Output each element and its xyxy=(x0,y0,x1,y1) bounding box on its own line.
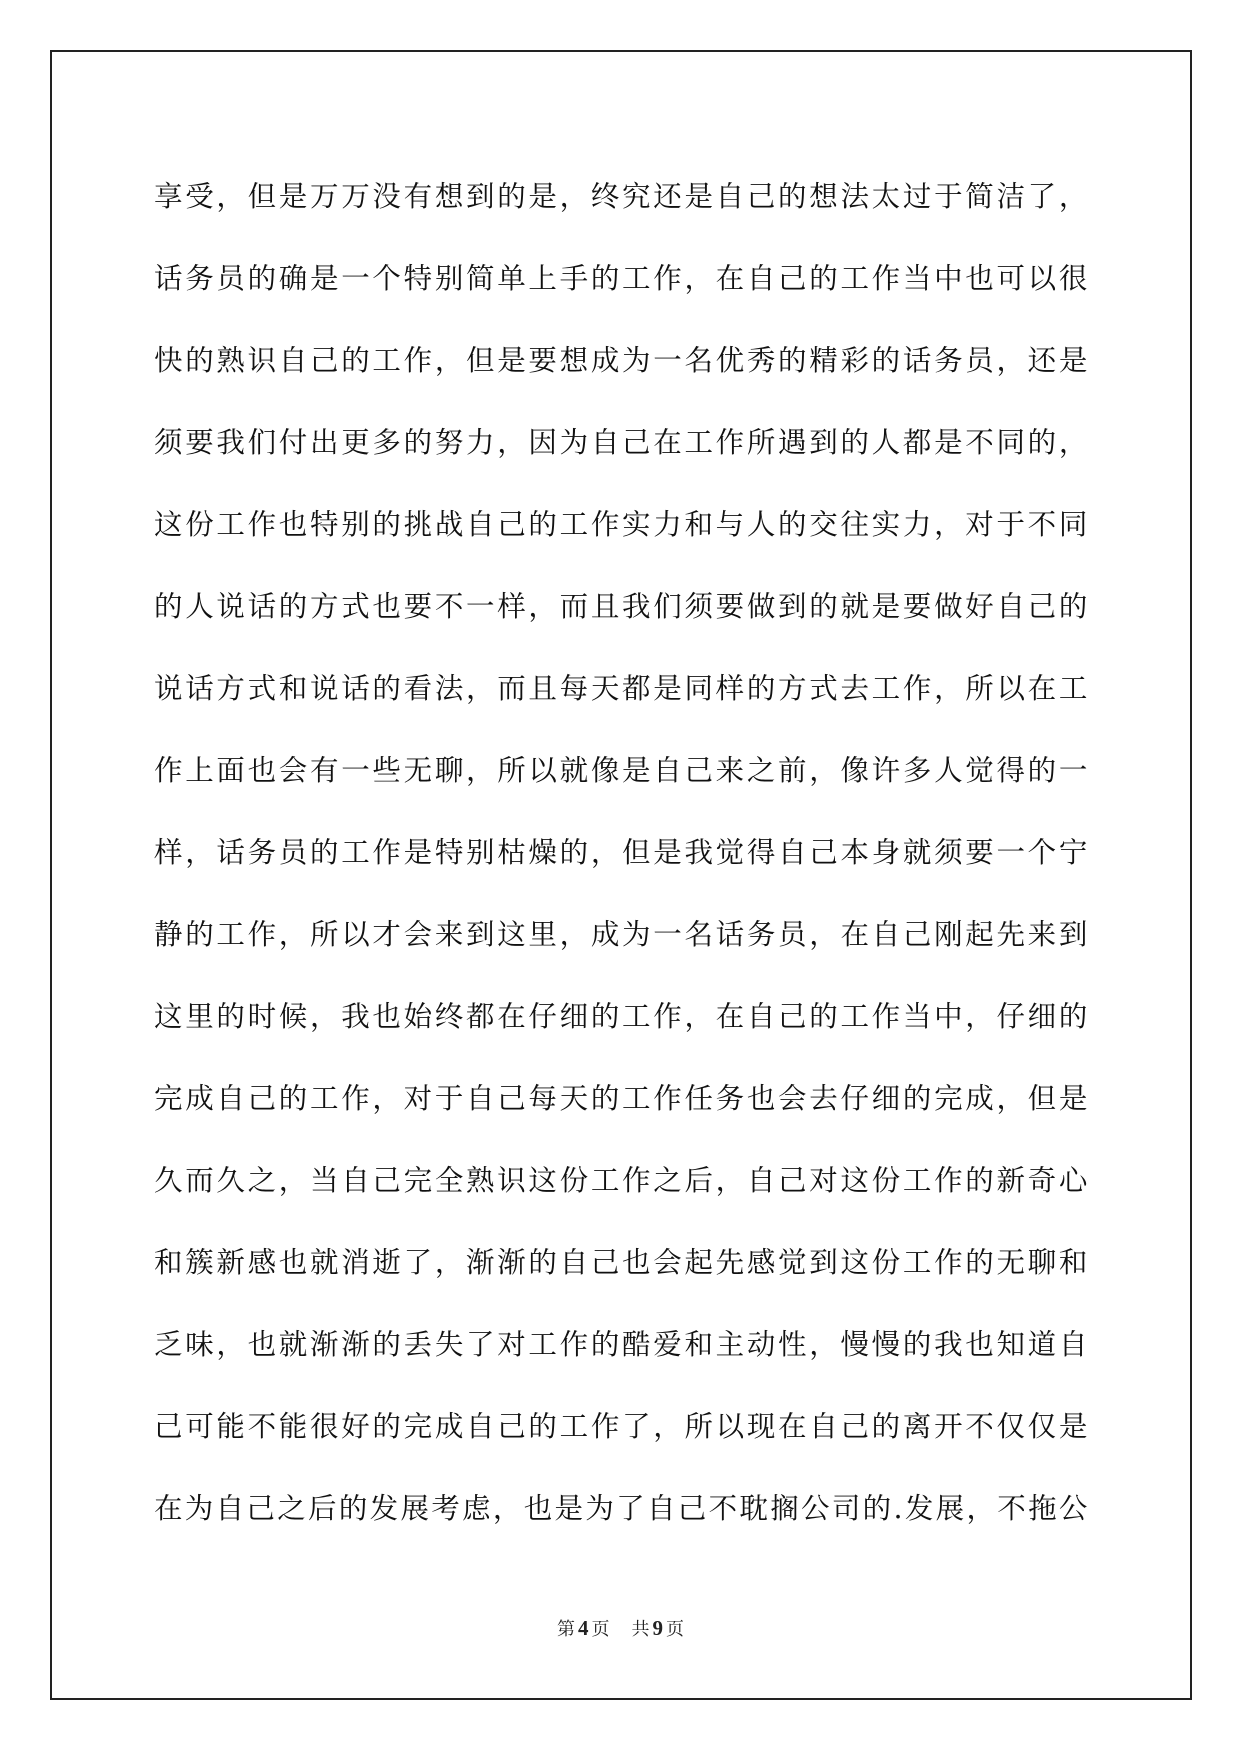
text-line: 的人说话的方式也要不一样，而且我们须要做到的就是要做好自己的 xyxy=(154,590,1088,623)
total-pages: 9 xyxy=(652,1616,663,1640)
document-body xyxy=(154,166,1088,1560)
text-line: 乏味，也就渐渐的丢失了对工作的酷爱和主动性，慢慢的我也知道自 xyxy=(154,1328,1088,1361)
total-suffix: 页 xyxy=(666,1619,684,1640)
text-line: 作上面也会有一些无聊，所以就像是自己来之前，像许多人觉得的一 xyxy=(154,754,1088,787)
page-footer xyxy=(0,1615,1241,1641)
text-line: 须要我们付出更多的努力，因为自己在工作所遇到的人都是不同的， xyxy=(154,426,1088,459)
page-suffix: 页 xyxy=(591,1619,610,1640)
text-line: 样，话务员的工作是特别枯燥的，但是我觉得自己本身就须要一个宁 xyxy=(154,836,1088,869)
text-line: 这份工作也特别的挑战自己的工作实力和与人的交往实力，对于不同 xyxy=(154,508,1088,541)
text-line: 快的熟识自己的工作，但是要想成为一名优秀的精彩的话务员，还是 xyxy=(154,344,1088,377)
total-prefix: 共 xyxy=(631,1619,650,1640)
text-line: 在为自己之后的发展考虑，也是为了自己不耽搁公司的.发展，不拖公 xyxy=(154,1492,1088,1525)
text-line: 完成自己的工作，对于自己每天的工作任务也会去仔细的完成，但是 xyxy=(154,1082,1088,1115)
text-line: 久而久之，当自己完全熟识这份工作之后，自己对这份工作的新奇心 xyxy=(154,1164,1088,1197)
page-number: 4 xyxy=(578,1616,589,1640)
text-line: 和簇新感也就消逝了，渐渐的自己也会起先感觉到这份工作的无聊和 xyxy=(154,1246,1088,1279)
text-line: 己可能不能很好的完成自己的工作了，所以现在自己的离开不仅仅是 xyxy=(154,1410,1088,1443)
text-line: 话务员的确是一个特别简单上手的工作，在自己的工作当中也可以很 xyxy=(154,262,1088,295)
text-line: 说话方式和说话的看法，而且每天都是同样的方式去工作，所以在工 xyxy=(154,672,1088,705)
page-prefix: 第 xyxy=(557,1619,575,1640)
text-line: 这里的时候，我也始终都在仔细的工作，在自己的工作当中，仔细的 xyxy=(154,1000,1088,1033)
text-line: 享受，但是万万没有想到的是，终究还是自己的想法太过于简洁了， xyxy=(154,180,1088,213)
text-line: 静的工作，所以才会来到这里，成为一名话务员，在自己刚起先来到 xyxy=(154,918,1088,951)
